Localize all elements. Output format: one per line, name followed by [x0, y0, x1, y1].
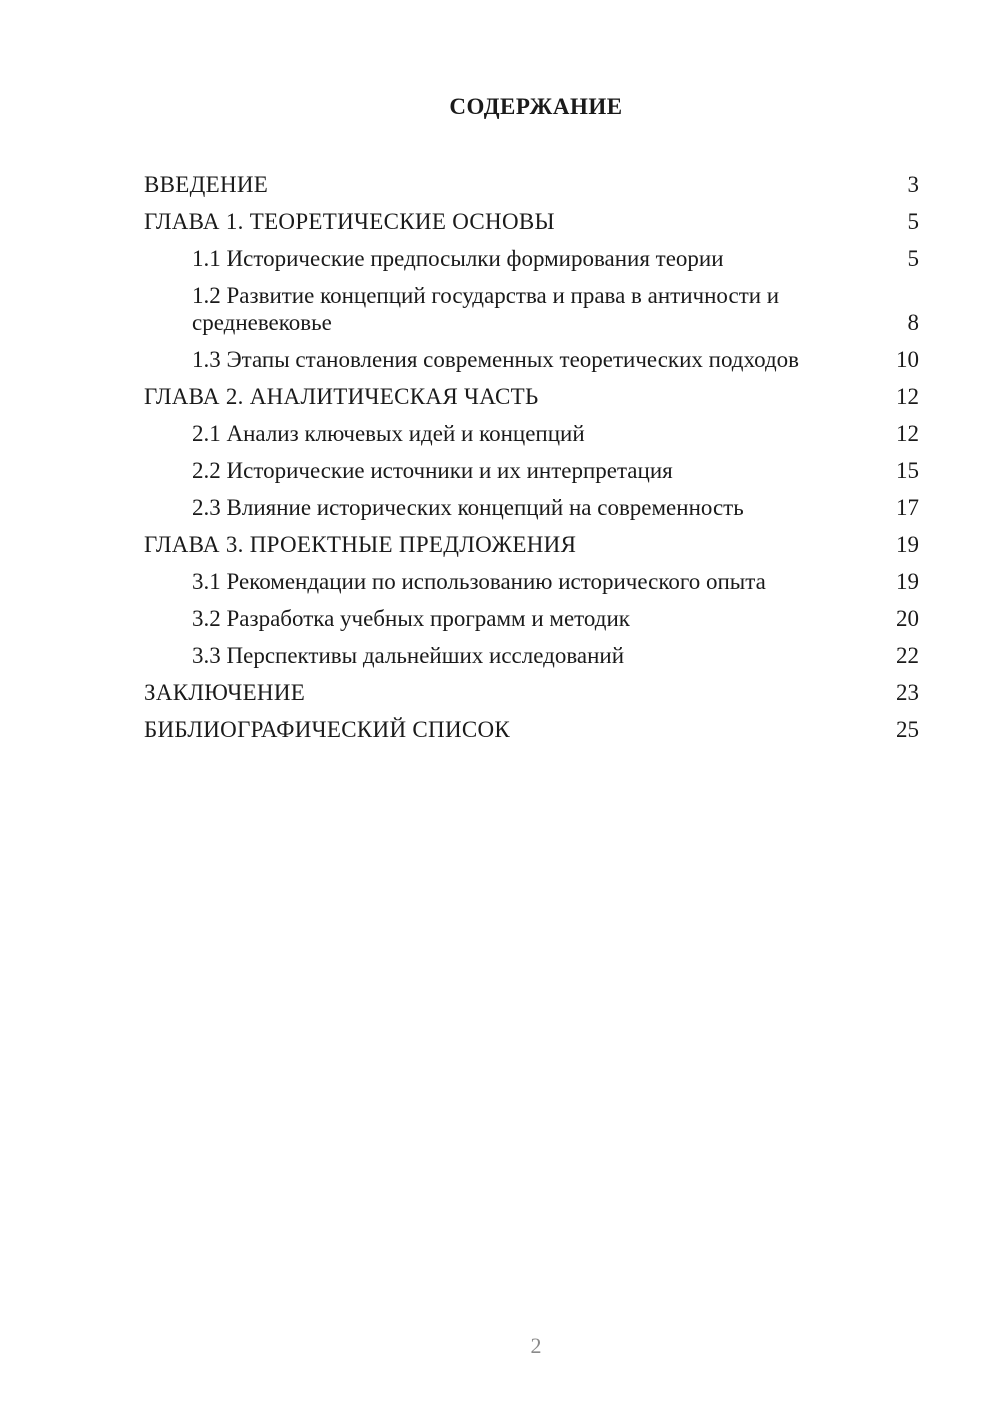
toc-item-page: 22 [896, 643, 919, 668]
toc-item-page: 17 [896, 495, 919, 520]
toc-item-page: 5 [907, 246, 919, 271]
toc-subitem [144, 489, 919, 526]
toc-item [144, 711, 919, 748]
toc-item-page: 20 [896, 606, 919, 631]
toc-subitem [144, 240, 919, 277]
toc-item-page: 8 [907, 310, 919, 335]
toc-item [144, 674, 919, 711]
toc-item-text: 3.1 Рекомендации по использованию исторического опыта [192, 569, 766, 594]
toc-item-page: 5 [907, 209, 919, 234]
toc-subitem [144, 341, 919, 378]
toc-item-text: ВВЕДЕНИЕ [144, 172, 269, 197]
toc-item [144, 378, 919, 415]
toc-item-text: 2.2 Исторические источники и их интерпретация [192, 458, 673, 483]
toc-subitem [144, 563, 919, 600]
toc-subitem [144, 277, 919, 341]
toc-item-page: 23 [896, 680, 919, 705]
toc-item-page: 19 [896, 569, 919, 594]
toc-item-text: ЗАКЛЮЧЕНИЕ [144, 680, 306, 705]
page-number: 2 [530, 1333, 542, 1358]
toc-item-text: БИБЛИОГРАФИЧЕСКИЙ СПИСОК [144, 717, 511, 742]
table-of-contents [144, 166, 919, 748]
toc-subitem [144, 452, 919, 489]
toc-item-text: ГЛАВА 3. ПРОЕКТНЫЕ ПРЕДЛОЖЕНИЯ [144, 532, 577, 557]
toc-item-text: 1.2 Развитие концепций государства и права в античности и средневековье [192, 283, 780, 335]
toc-item-page: 10 [896, 347, 919, 372]
toc-item-page: 12 [896, 384, 919, 409]
toc-item [144, 203, 919, 240]
toc-item-text: 3.3 Перспективы дальнейших исследований [192, 643, 625, 668]
toc-subitem [144, 600, 919, 637]
toc-item-text: 1.1 Исторические предпосылки формирования теории [192, 246, 724, 271]
page-title: СОДЕРЖАНИЕ [449, 94, 623, 119]
toc-item-text: 1.3 Этапы становления современных теоретических подходов [192, 347, 800, 372]
toc-item-page: 15 [896, 458, 919, 483]
toc-item-text: ГЛАВА 1. ТЕОРЕТИЧЕСКИЕ ОСНОВЫ [144, 209, 555, 234]
toc-item-page: 12 [896, 421, 919, 446]
toc-item-text: 2.3 Влияние исторических концепций на современность [192, 495, 744, 520]
toc-item-text: ГЛАВА 2. АНАЛИТИЧЕСКАЯ ЧАСТЬ [144, 384, 539, 409]
toc-item-page: 19 [896, 532, 919, 557]
toc-item [144, 166, 919, 203]
toc-item [144, 526, 919, 563]
toc-subitem [144, 415, 919, 452]
toc-subitem [144, 637, 919, 674]
toc-item-page: 25 [896, 717, 919, 742]
toc-item-text: 3.2 Разработка учебных программ и методик [192, 606, 630, 631]
toc-item-page: 3 [907, 172, 919, 197]
toc-item-text: 2.1 Анализ ключевых идей и концепций [192, 421, 585, 446]
